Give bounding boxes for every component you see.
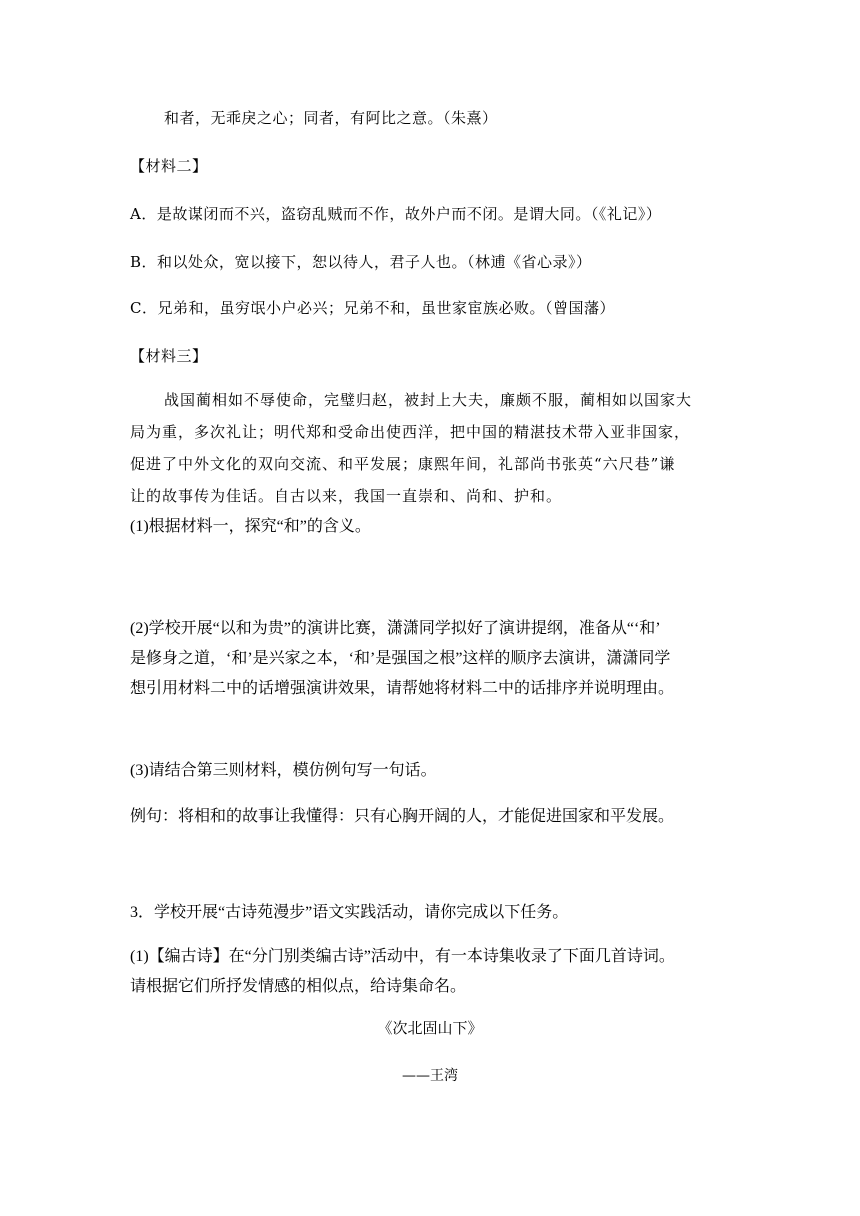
material3-line: 局为重，多次礼让；明代郑和受命出使西洋，把中国的精湛技术带入亚非国家， bbox=[130, 423, 691, 441]
material3-heading: 【材料三】 bbox=[130, 347, 208, 365]
material3-line: 促进了中外文化的双向交流、和平发展；康熙年间，礼部尚书张英“六尺巷”谦 bbox=[130, 455, 676, 473]
material2-item-a: A．是故谋闭而不兴，盗窃乱贼而不作，故外户而不闭。是谓大同。（《礼记》） bbox=[130, 205, 662, 223]
material2-item-b: B．和以处众，宽以接下，恕以待人，君子人也。（林逋《省心录》） bbox=[130, 253, 592, 271]
material3-line: 战国蔺相如不辱使命，完璧归赵，被封上大夫，廉颇不服，蔺相如以国家大 bbox=[164, 391, 693, 409]
material3-paragraph bbox=[130, 384, 730, 512]
poem-title: 《次北固山下》 bbox=[377, 1019, 483, 1037]
material2-heading: 【材料二】 bbox=[130, 157, 208, 175]
poem-author: ——王湾 bbox=[402, 1068, 458, 1084]
task-3-subtask-1 bbox=[130, 942, 740, 1002]
question-2-line: 想引用材料二中的话增强演讲效果，请帮她将材料二中的话排序并说明理由。 bbox=[130, 680, 675, 697]
question-2-line: (2)学校开展“以和为贵”的演讲比赛，潇潇同学拟好了演讲提纲，准备从“‘和’ bbox=[130, 620, 661, 637]
question-2-line: 是修身之道，‘和’是兴家之本，‘和’是强国之根”这样的顺序去演讲，潇潇同学 bbox=[130, 650, 671, 667]
material3-line: 让的故事传为佳话。自古以来，我国一直崇和、尚和、护和。 bbox=[130, 487, 563, 505]
question-3 bbox=[130, 756, 740, 786]
task-3-subtask-line: (1)【编古诗】在“分门别类编古诗”活动中，有一本诗集收录了下面几首诗词。 bbox=[130, 948, 675, 965]
question-1 bbox=[130, 512, 740, 542]
question-2 bbox=[130, 614, 740, 704]
question-3-text: (3)请结合第三则材料，模仿例句写一句话。 bbox=[130, 762, 437, 779]
task-3-subtask-line: 请根据它们所抒发情感的相似点，给诗集命名。 bbox=[130, 978, 467, 995]
material1-quote: 和者，无乖戾之心；同者，有阿比之意。（朱熹） bbox=[164, 109, 498, 127]
question-3-example bbox=[130, 802, 740, 832]
question-3-example-text: 例句：将相和的故事让我懂得：只有心胸开阔的人，才能促进国家和平发展。 bbox=[130, 808, 675, 825]
question-1-text: (1)根据材料一，探究“和”的含义。 bbox=[130, 518, 371, 535]
material2-item-c: C．兄弟和，虽穷氓小户必兴；兄弟不和，虽世家宦族必败。（曾国藩） bbox=[130, 299, 615, 317]
task-3-title bbox=[130, 898, 740, 928]
task-3-title-text: 3．学校开展“古诗苑漫步”语文实践活动，请你完成以下任务。 bbox=[130, 904, 569, 921]
